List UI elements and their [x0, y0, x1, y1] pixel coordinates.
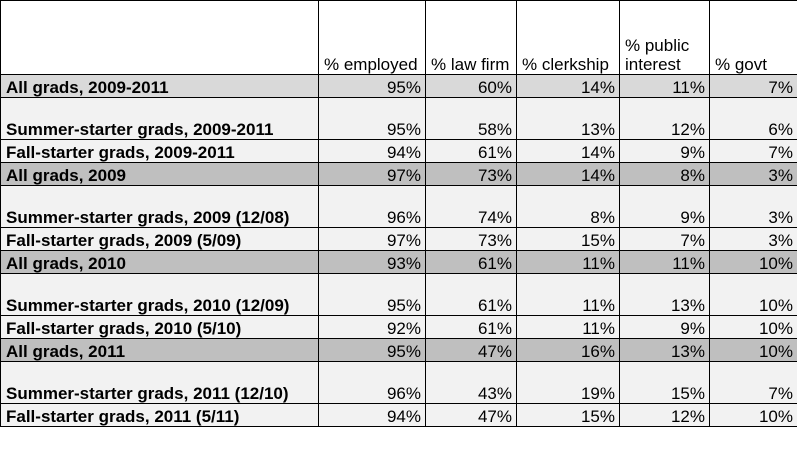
cell-public-interest: 7%: [620, 228, 710, 251]
cell-public-interest: 9%: [620, 316, 710, 339]
cell-employed: 97%: [319, 163, 426, 186]
cell-law-firm: 58%: [426, 98, 517, 140]
table-row: [1, 339, 797, 362]
cell-clerkship: 11%: [517, 251, 620, 274]
row-label: Fall-starter grads, 2011 (5/11): [1, 404, 319, 427]
cell-govt: 10%: [710, 339, 797, 362]
table-row: [1, 404, 797, 427]
cell-employed: 95%: [319, 75, 426, 98]
row-label: Fall-starter grads, 2009-2011: [1, 140, 319, 163]
row-label: All grads, 2011: [1, 339, 319, 362]
cell-public-interest: 12%: [620, 404, 710, 427]
cell-clerkship: 14%: [517, 75, 620, 98]
cell-public-interest: 11%: [620, 75, 710, 98]
cell-govt: 10%: [710, 274, 797, 316]
cell-govt: 7%: [710, 140, 797, 163]
table-row: [1, 251, 797, 274]
table-body: [1, 75, 797, 427]
cell-govt: 10%: [710, 251, 797, 274]
cell-govt: 10%: [710, 316, 797, 339]
cell-public-interest: 13%: [620, 274, 710, 316]
cell-clerkship: 8%: [517, 186, 620, 228]
cell-govt: 10%: [710, 404, 797, 427]
cell-employed: 95%: [319, 339, 426, 362]
cell-law-firm: 60%: [426, 75, 517, 98]
cell-law-firm: 61%: [426, 274, 517, 316]
cell-govt: 3%: [710, 163, 797, 186]
table-row: [1, 362, 797, 404]
cell-law-firm: 47%: [426, 339, 517, 362]
row-label: Summer-starter grads, 2011 (12/10): [1, 362, 319, 404]
table-row: [1, 140, 797, 163]
cell-employed: 94%: [319, 404, 426, 427]
row-label: All grads, 2010: [1, 251, 319, 274]
cell-employed: 95%: [319, 274, 426, 316]
cell-govt: 6%: [710, 98, 797, 140]
cell-clerkship: 14%: [517, 140, 620, 163]
cell-law-firm: 74%: [426, 186, 517, 228]
table-row: [1, 316, 797, 339]
cell-clerkship: 14%: [517, 163, 620, 186]
cell-public-interest: 12%: [620, 98, 710, 140]
table-row: [1, 163, 797, 186]
cell-public-interest: 13%: [620, 339, 710, 362]
cell-public-interest: 8%: [620, 163, 710, 186]
cell-employed: 96%: [319, 186, 426, 228]
cell-law-firm: 47%: [426, 404, 517, 427]
cell-employed: 93%: [319, 251, 426, 274]
cell-public-interest: 11%: [620, 251, 710, 274]
cell-clerkship: 11%: [517, 316, 620, 339]
row-label: Summer-starter grads, 2009 (12/08): [1, 186, 319, 228]
row-label: All grads, 2009: [1, 163, 319, 186]
row-label: Summer-starter grads, 2009-2011: [1, 98, 319, 140]
cell-employed: 96%: [319, 362, 426, 404]
cell-public-interest: 15%: [620, 362, 710, 404]
header-corner: [1, 1, 319, 75]
cell-govt: 7%: [710, 362, 797, 404]
header-employed: % employed: [319, 1, 426, 75]
cell-govt: 3%: [710, 186, 797, 228]
row-label: Summer-starter grads, 2010 (12/09): [1, 274, 319, 316]
cell-clerkship: 11%: [517, 274, 620, 316]
cell-govt: 3%: [710, 228, 797, 251]
header-public-interest: % public interest: [620, 1, 710, 75]
cell-govt: 7%: [710, 75, 797, 98]
table-row: [1, 186, 797, 228]
header-law-firm: % law firm: [426, 1, 517, 75]
cell-employed: 94%: [319, 140, 426, 163]
table-row: [1, 98, 797, 140]
cell-employed: 95%: [319, 98, 426, 140]
cell-public-interest: 9%: [620, 140, 710, 163]
cell-employed: 97%: [319, 228, 426, 251]
cell-law-firm: 73%: [426, 228, 517, 251]
cell-law-firm: 61%: [426, 251, 517, 274]
cell-public-interest: 9%: [620, 186, 710, 228]
cell-clerkship: 16%: [517, 339, 620, 362]
cell-law-firm: 73%: [426, 163, 517, 186]
table-header: [1, 1, 797, 75]
cell-clerkship: 15%: [517, 404, 620, 427]
header-govt: % govt: [710, 1, 797, 75]
row-label: Fall-starter grads, 2010 (5/10): [1, 316, 319, 339]
row-label: Fall-starter grads, 2009 (5/09): [1, 228, 319, 251]
row-label: All grads, 2009-2011: [1, 75, 319, 98]
cell-clerkship: 15%: [517, 228, 620, 251]
cell-clerkship: 19%: [517, 362, 620, 404]
cell-law-firm: 61%: [426, 140, 517, 163]
table-row: [1, 274, 797, 316]
cell-employed: 92%: [319, 316, 426, 339]
cell-law-firm: 43%: [426, 362, 517, 404]
cell-clerkship: 13%: [517, 98, 620, 140]
table-row: [1, 75, 797, 98]
header-clerkship: % clerkship: [517, 1, 620, 75]
header-row: [1, 1, 797, 75]
cell-law-firm: 61%: [426, 316, 517, 339]
table-row: [1, 228, 797, 251]
